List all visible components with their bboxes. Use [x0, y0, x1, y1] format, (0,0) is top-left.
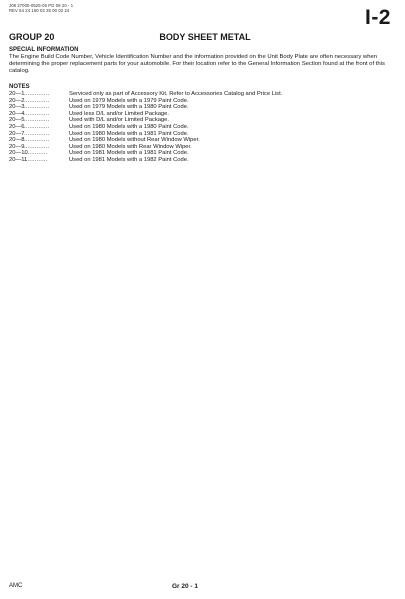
note-item [9, 144, 389, 151]
note-leader: .............. [24, 97, 50, 104]
note-item [9, 124, 389, 131]
note-leader: .............. [24, 117, 50, 124]
note-text: Used on 1979 Models with a 1979 Paint Code. [69, 97, 189, 104]
special-information-text: The Engine Build Code Number, Vehicle Identification Number and the information provided on the Unit Body Plate are often necessary when determining the proper replacement parts for your automobile. For their location refer to the General Information Section found at the front of this catalog. [9, 54, 385, 74]
footer-brand: AMC [9, 583, 23, 589]
note-item [9, 117, 389, 124]
notes-heading: NOTES [9, 84, 30, 90]
note-text: Used on 1980 Models without Rear Window Wiper. [69, 137, 200, 144]
document-id-line-2: REV 64 24 160 03 25 00 02 24 [9, 8, 70, 13]
note-text: Used on 1981 Models with a 1982 Paint Code. [69, 156, 189, 163]
note-code: 20—9 [9, 143, 25, 150]
note-code: 20—5 [9, 117, 25, 124]
note-text: Used less D/L and/or Limited Package. [69, 110, 169, 117]
note-leader: .............. [24, 123, 50, 130]
note-item [9, 157, 389, 164]
note-item [9, 150, 389, 157]
note-leader: .............. [24, 110, 50, 117]
note-leader: .............. [24, 137, 50, 144]
note-text: Serviced only as part of Accessory Kit. Refer to Accessories Catalog and Price List. [69, 91, 283, 97]
note-text: Used on 1981 Models with a 1981 Paint Code. [69, 150, 189, 157]
document-id-line-1: J08 27000-0525-05 PG 08 20 - 1 [9, 3, 74, 8]
note-item [9, 98, 389, 105]
note-code: 20—2 [9, 97, 25, 104]
special-information-heading: SPECIAL INFORMATION [9, 47, 79, 53]
note-text: Used on 1980 Models with a 1980 Paint Code. [69, 123, 189, 130]
note-item [9, 91, 389, 98]
note-code: 20—11 [9, 156, 28, 163]
footer-page-number: Gr 20 - 1 [172, 583, 199, 590]
note-text: Used on 1979 Models with a 1980 Paint Code. [69, 104, 189, 111]
note-code: 20—4 [9, 110, 25, 117]
note-leader: .............. [24, 104, 50, 111]
note-leader: .............. [24, 143, 50, 150]
page-mark: I-2 [364, 6, 391, 29]
note-text: Used on 1980 Models with a 1981 Paint Code. [69, 130, 189, 137]
note-code: 20—7 [9, 130, 25, 137]
note-leader: ............. [24, 156, 48, 163]
note-leader: .............. [24, 130, 50, 137]
document-id [9, 3, 73, 13]
note-text: Used with D/L and/or Limited Package. [69, 117, 169, 124]
note-text: Used on 1980 Models with Rear Window Wiper. [69, 143, 192, 150]
note-item [9, 111, 389, 118]
note-leader: ............. [24, 150, 48, 157]
note-leader: .............. [24, 91, 50, 97]
note-item [9, 104, 389, 111]
note-code: 20—8 [9, 137, 25, 144]
group-title: GROUP 20 [9, 32, 55, 42]
note-code: 20—10 [9, 150, 28, 157]
section-title: BODY SHEET METAL [159, 32, 251, 42]
note-code: 20—3 [9, 104, 25, 111]
note-item [9, 137, 389, 144]
note-item [9, 131, 389, 138]
note-code: 20—1 [9, 91, 25, 97]
note-code: 20—6 [9, 123, 25, 130]
notes-list [9, 91, 389, 164]
